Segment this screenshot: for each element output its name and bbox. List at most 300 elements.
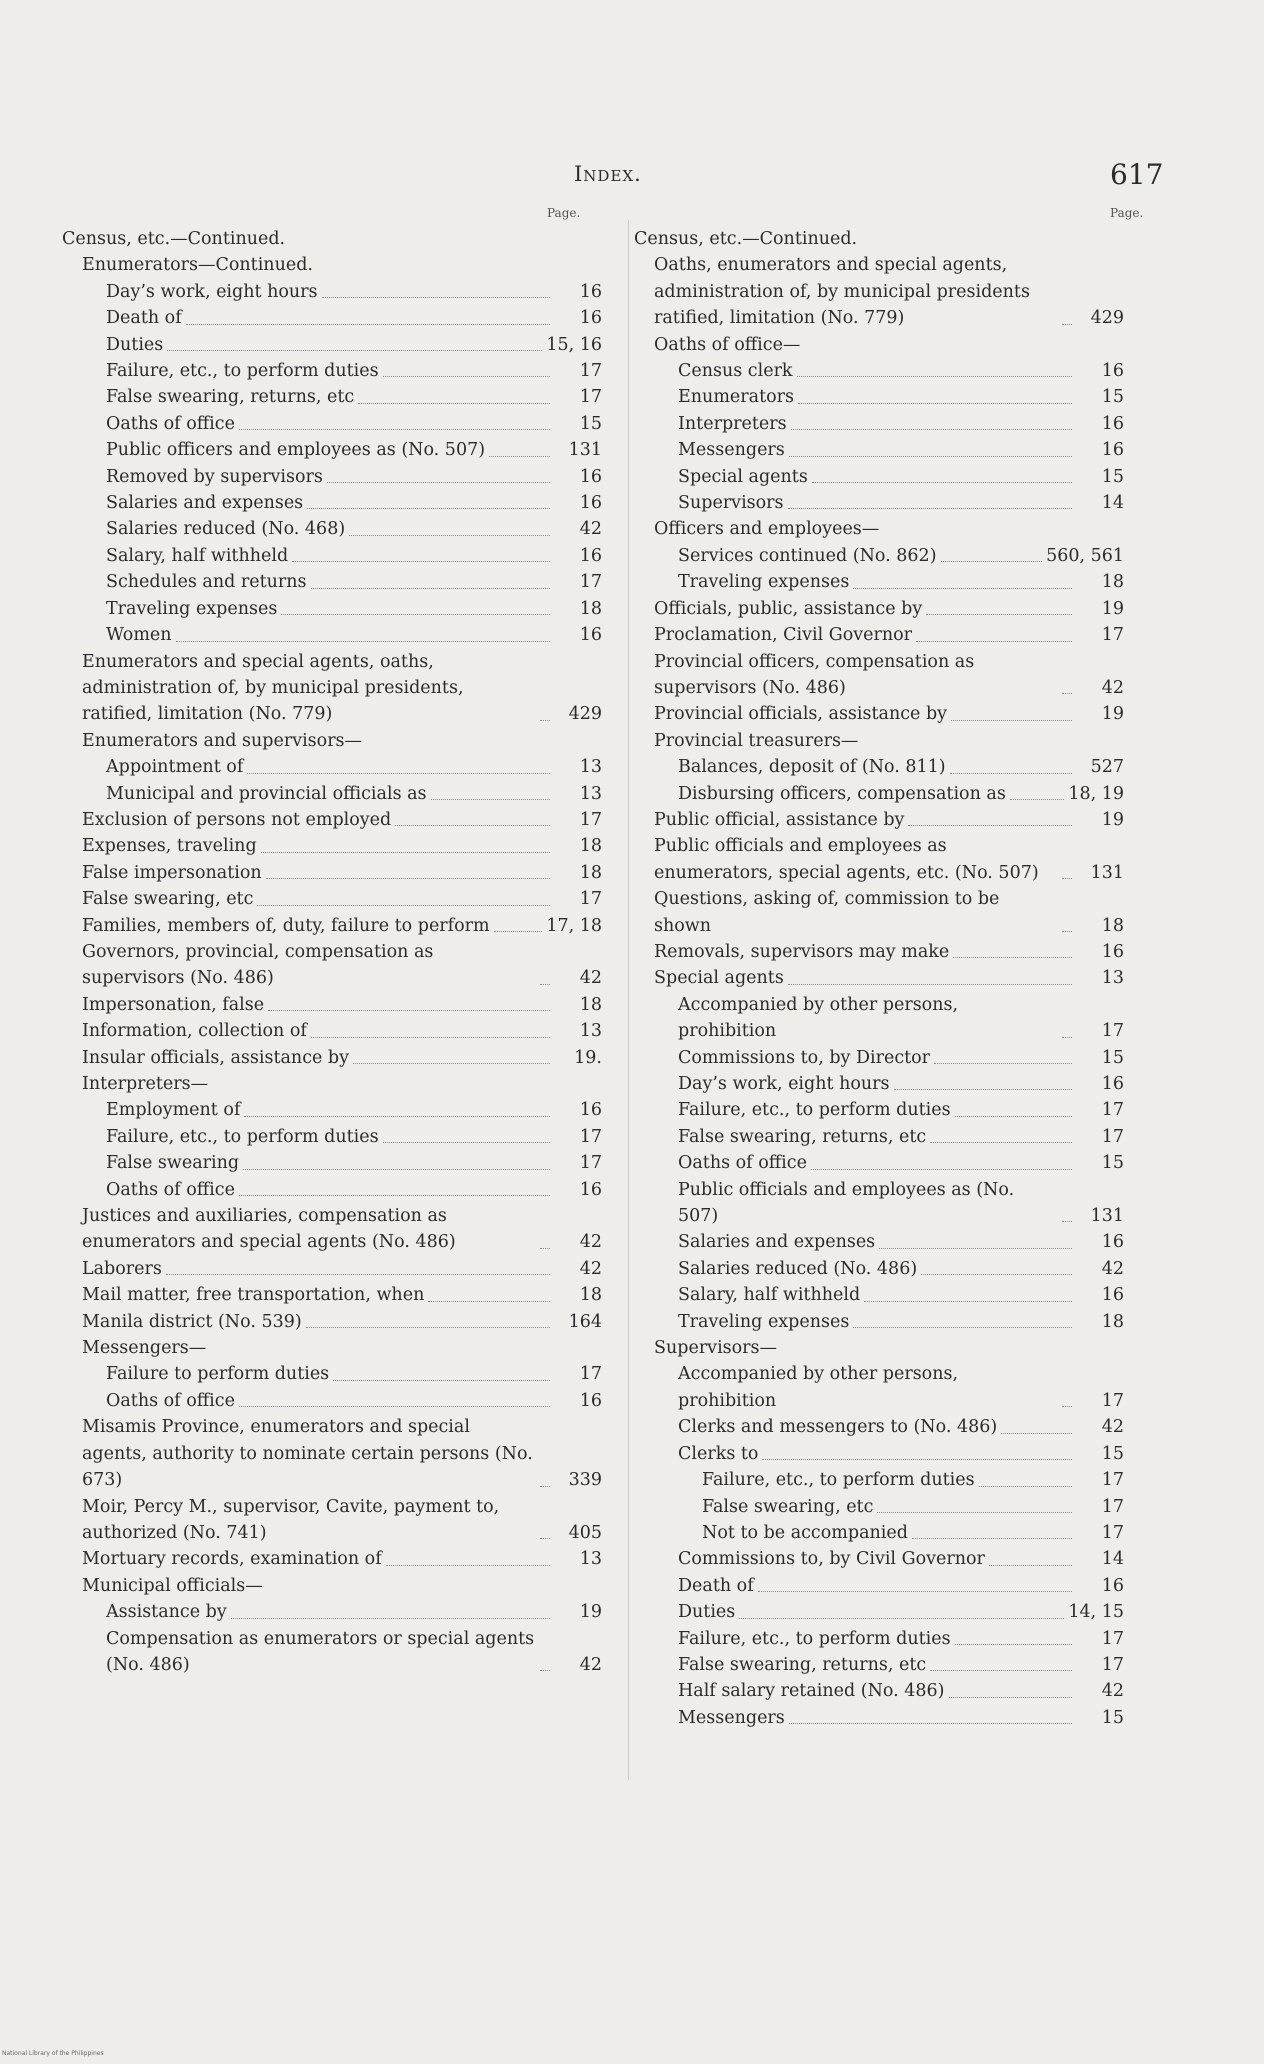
- index-entry: [62, 860, 602, 886]
- dot-leader: [758, 1591, 1072, 1592]
- index-entry-page: 17: [1101, 1628, 1124, 1649]
- index-entry-label: Manila district (No. 539): [82, 1311, 302, 1332]
- index-entry-label: Duties: [678, 1602, 736, 1623]
- dot-leader: [292, 561, 550, 562]
- index-entry-page: 18: [579, 598, 602, 619]
- index-entry-page: 16: [579, 466, 602, 487]
- index-entry-label: Salaries reduced (No. 468): [106, 519, 346, 540]
- dot-leader: [989, 1565, 1072, 1566]
- index-entry-label: Moir, Percy M., supervisor, Cavite, payment to, authorized (No. 741): [82, 1496, 500, 1543]
- index-entry: [62, 384, 602, 410]
- dot-leader: [239, 1406, 550, 1407]
- index-entry-page: 15, 16: [546, 334, 602, 355]
- index-entry-label: Oaths of office—: [654, 334, 801, 355]
- dot-leader: [349, 535, 550, 536]
- index-entry-label: Duties: [106, 334, 164, 355]
- dot-leader: [383, 1142, 550, 1143]
- index-entry-label: Impersonation, false: [82, 994, 265, 1015]
- index-entry-page: 17: [1101, 1021, 1124, 1042]
- dot-leader: [812, 482, 1072, 483]
- dot-leader: [257, 905, 550, 906]
- index-entry-page: 42: [579, 519, 602, 540]
- dot-leader: [243, 1169, 550, 1170]
- index-entry-page: 18: [579, 994, 602, 1015]
- index-entry-page: 42: [1101, 1417, 1124, 1438]
- index-entry-label: Public officials and employees as (No. 507): [678, 1179, 1015, 1227]
- index-entry-label: Enumerators and supervisors—: [82, 730, 363, 751]
- dot-leader: [912, 1538, 1072, 1539]
- index-entry: [634, 226, 1124, 252]
- index-entry-page: 164: [568, 1311, 602, 1332]
- index-entry: [634, 886, 1124, 939]
- dot-leader: [239, 429, 550, 430]
- index-entry: [62, 1414, 602, 1493]
- index-entry: [62, 279, 602, 305]
- index-entry-label: Provincial officers, compensation as supervisors (No. 486): [654, 651, 975, 698]
- index-entry: [634, 1441, 1124, 1467]
- index-entry: [62, 1599, 602, 1625]
- index-entry-label: Appointment of: [106, 757, 244, 778]
- index-entry-page: 17: [579, 809, 602, 830]
- index-entry: [62, 1573, 602, 1599]
- index-entry-label: Special agents: [678, 466, 808, 487]
- index-entry: [634, 1335, 1124, 1361]
- index-entry: [634, 543, 1124, 569]
- index-entry-label: Municipal officials—: [82, 1575, 263, 1596]
- dot-leader: [540, 1486, 550, 1487]
- index-entry-label: Officers and employees—: [654, 519, 880, 540]
- index-entry-page: 17: [1101, 1100, 1124, 1121]
- dot-leader: [739, 1618, 1064, 1619]
- dot-leader: [926, 614, 1072, 615]
- index-entry-page: 560, 561: [1046, 545, 1124, 566]
- dot-leader: [358, 403, 550, 404]
- index-entry-label: Salaries and expenses: [678, 1232, 876, 1253]
- index-entry-label: Schedules and returns: [106, 572, 307, 593]
- index-entry-page: 16: [1101, 1074, 1124, 1094]
- index-entry: [62, 992, 602, 1018]
- index-entry-page: 15: [1101, 1707, 1124, 1728]
- page-title: Index.: [574, 162, 642, 186]
- index-entry-label: Provincial officials, assistance by: [654, 704, 948, 725]
- index-entry-label: Traveling expenses: [678, 572, 850, 593]
- dot-leader: [1062, 324, 1072, 325]
- index-entry-label: Salary, half withheld: [106, 545, 289, 566]
- dot-leader: [791, 429, 1072, 430]
- index-entry: [62, 1177, 602, 1203]
- column-divider: [628, 220, 629, 1780]
- index-entry-label: Traveling expenses: [106, 598, 278, 619]
- index-entry: [634, 1309, 1124, 1335]
- index-entry-page: 16: [579, 308, 602, 329]
- index-entry: [62, 332, 602, 358]
- index-entry-label: Death of: [106, 308, 182, 329]
- index-entry-label: Messengers: [678, 1707, 785, 1728]
- index-entry-page: 18: [1101, 572, 1124, 593]
- index-entry-page: 15: [1101, 466, 1124, 487]
- index-entry-label: Day’s work, eight hours: [106, 281, 318, 302]
- index-entry-label: False swearing, returns, etc: [678, 1126, 927, 1147]
- index-entry: [634, 1546, 1124, 1572]
- index-entry: [62, 411, 602, 437]
- index-entry: [634, 516, 1124, 542]
- dot-leader: [540, 720, 550, 721]
- index-entry: [62, 649, 602, 728]
- index-entry: [634, 649, 1124, 702]
- index-entry-page: 42: [1101, 1681, 1124, 1702]
- index-entry: [634, 1626, 1124, 1652]
- dot-leader: [955, 1116, 1072, 1117]
- index-entry: [634, 332, 1124, 358]
- dot-leader: [494, 931, 543, 932]
- index-entry: [634, 411, 1124, 437]
- index-entry-label: Mortuary records, examination of: [82, 1549, 382, 1570]
- index-entry-page: 19: [1101, 704, 1124, 725]
- index-entry-page: 14: [1101, 493, 1124, 514]
- index-entry-label: Enumerators—Continued.: [82, 255, 313, 276]
- dot-leader: [333, 1380, 550, 1381]
- index-entry-label: Oaths, enumerators and special agents, administration of, by municipal presidents ratified, limitation (No. 779): [654, 255, 1030, 329]
- dot-leader: [949, 1697, 1073, 1698]
- index-entry-page: 17: [579, 361, 602, 382]
- index-entry-label: Census, etc.—Continued.: [634, 229, 858, 249]
- index-entry-label: Families, members of, duty, failure to perform: [82, 915, 490, 936]
- page-column-label: Page.: [547, 206, 581, 220]
- dot-leader: [489, 456, 550, 457]
- index-entry: [634, 807, 1124, 833]
- index-entry: [634, 252, 1124, 331]
- dot-leader: [1062, 693, 1072, 694]
- dot-leader: [789, 456, 1072, 457]
- dot-leader: [950, 773, 1072, 774]
- index-entry-page: 16: [1101, 440, 1124, 461]
- dot-leader: [877, 1512, 1072, 1513]
- index-entry: [62, 543, 602, 569]
- dot-leader: [307, 508, 550, 509]
- index-entry-label: Questions, asking of, commission to be shown: [654, 889, 1000, 936]
- index-entry-page: 17: [579, 889, 602, 910]
- index-entry-page: 17: [579, 1126, 602, 1147]
- index-entry: [62, 833, 602, 859]
- dot-leader: [979, 1486, 1072, 1487]
- index-entry-page: 42: [579, 1654, 602, 1675]
- dot-leader: [327, 482, 550, 483]
- dot-leader: [266, 878, 550, 879]
- index-entry: [62, 226, 602, 252]
- index-entry-label: Failure, etc., to perform duties: [106, 1126, 379, 1147]
- index-entry-label: Messengers: [678, 440, 785, 461]
- index-entry-label: False swearing, etc: [702, 1496, 874, 1517]
- index-entry-label: Enumerators: [678, 387, 794, 408]
- index-entry: [634, 965, 1124, 991]
- index-entry-label: Death of: [678, 1575, 754, 1596]
- dot-leader: [395, 825, 550, 826]
- index-entry: [634, 1494, 1124, 1520]
- dot-leader: [540, 1248, 550, 1249]
- library-footer-note: National Library of the Philippines: [2, 2050, 104, 2057]
- dot-leader: [431, 799, 550, 800]
- index-entry: [62, 781, 602, 807]
- index-entry-label: Supervisors—: [654, 1338, 778, 1359]
- index-entry-page: 17: [1101, 1522, 1124, 1543]
- index-entry-page: 13: [1101, 968, 1124, 989]
- index-entry-label: Governors, provincial, compensation as supervisors (No. 486): [82, 941, 434, 989]
- index-entry-page: 15: [1101, 1047, 1124, 1068]
- index-entry: [634, 701, 1124, 727]
- index-entry: [62, 886, 602, 912]
- dot-leader: [268, 1010, 550, 1011]
- dot-leader: [1001, 1433, 1072, 1434]
- index-entry-page: 15: [1101, 387, 1124, 408]
- index-entry-page: 42: [1101, 677, 1124, 698]
- index-entry-label: Interpreters: [678, 413, 787, 434]
- index-entry-label: Half salary retained (No. 486): [678, 1681, 945, 1702]
- index-entry-page: 18: [1101, 1311, 1124, 1332]
- index-entry-label: Employment of: [106, 1100, 241, 1121]
- index-entry-page: 17: [1101, 1496, 1124, 1517]
- index-entry-label: Census, etc.—Continued.: [62, 229, 286, 249]
- index-entry-label: Public officials and employees as enumerators, special agents, etc. (No. 507): [654, 836, 1039, 883]
- index-entry: [634, 622, 1124, 648]
- dot-leader: [244, 1116, 550, 1117]
- index-entry-label: Mail matter, free transportation, when: [82, 1285, 425, 1306]
- index-entry: [62, 1256, 602, 1282]
- index-entry-label: Insular officials, assistance by: [82, 1047, 350, 1068]
- index-entry: [62, 305, 602, 331]
- page-number: 617: [1110, 158, 1164, 191]
- index-entry-label: Misamis Province, enumerators and special agents, authority to nominate certain persons (No. 673): [82, 1417, 533, 1491]
- index-entry-label: Failure, etc., to perform duties: [106, 361, 379, 382]
- index-entry-page: 18, 19: [1068, 783, 1124, 804]
- index-entry-label: Officials, public, assistance by: [654, 598, 923, 619]
- index-entry-page: 15: [579, 413, 602, 434]
- index-entry: [634, 1229, 1124, 1255]
- index-entry-label: Census clerk: [678, 361, 793, 382]
- dot-leader: [306, 1327, 550, 1328]
- index-entry-page: 17: [579, 1364, 602, 1385]
- index-entry: [634, 1414, 1124, 1440]
- index-entry: [62, 939, 602, 992]
- index-entry: [62, 596, 602, 622]
- index-entry: [634, 728, 1124, 754]
- index-entry-page: 19.: [574, 1047, 602, 1068]
- index-entry-label: Accompanied by other persons, prohibition: [678, 1364, 959, 1411]
- index-entry: [634, 596, 1124, 622]
- index-entry: [634, 1150, 1124, 1176]
- index-entry-page: 17: [1101, 1126, 1124, 1147]
- index-entry-label: Public officers and employees as (No. 507): [106, 440, 486, 461]
- dot-leader: [789, 1723, 1072, 1724]
- index-entry-page: 131: [568, 440, 602, 461]
- dot-leader: [1062, 1037, 1072, 1038]
- index-entry-label: Public official, assistance by: [654, 809, 905, 830]
- dot-leader: [797, 376, 1072, 377]
- dot-leader: [1062, 1221, 1072, 1222]
- index-entry-label: Accompanied by other persons, prohibition: [678, 994, 959, 1042]
- index-entry: [62, 1546, 602, 1572]
- index-entry: [634, 1177, 1124, 1230]
- index-entry: [62, 913, 602, 939]
- dot-leader: [1062, 1406, 1072, 1407]
- index-entry-page: 42: [579, 1232, 602, 1253]
- dot-leader: [864, 1301, 1072, 1302]
- dot-leader: [540, 984, 550, 985]
- dot-leader: [186, 324, 550, 325]
- index-entry-label: Oaths of office: [106, 1390, 235, 1411]
- index-entry-label: Failure, etc., to perform duties: [678, 1100, 951, 1121]
- index-entry-page: 19: [1101, 809, 1124, 830]
- index-entry-page: 16: [1101, 1232, 1124, 1253]
- index-entry-page: 16: [579, 281, 602, 302]
- index-entry-label: Not to be accompanied: [702, 1522, 908, 1543]
- index-entry-page: 42: [1101, 1258, 1124, 1279]
- index-entry-page: 15: [1101, 1443, 1124, 1464]
- index-entry: [62, 1361, 602, 1387]
- index-entry-label: Municipal and provincial officials as: [106, 783, 427, 804]
- index-entry: [62, 1124, 602, 1150]
- index-entry-label: Removals, supervisors may make: [654, 941, 950, 962]
- index-entry-page: 17: [579, 387, 602, 408]
- index-entry: [634, 358, 1124, 384]
- dot-leader: [916, 641, 1072, 642]
- index-entry-page: 13: [579, 1549, 602, 1570]
- index-entry: [634, 437, 1124, 463]
- index-entry-page: 14: [1101, 1549, 1124, 1570]
- dot-leader: [798, 403, 1072, 404]
- dot-leader: [811, 1169, 1072, 1170]
- index-entry-page: 15: [1101, 1153, 1124, 1174]
- index-entry-label: Special agents: [654, 968, 784, 989]
- index-entry-page: 16: [579, 1390, 602, 1411]
- index-entry-page: 18: [579, 1285, 602, 1306]
- index-entry: [62, 1388, 602, 1414]
- index-entry-page: 16: [1101, 941, 1124, 962]
- index-entry-label: Day’s work, eight hours: [678, 1074, 890, 1094]
- index-entry-page: 18: [579, 862, 602, 883]
- dot-leader: [762, 1459, 1072, 1460]
- index-entry: [62, 437, 602, 463]
- dot-leader: [788, 508, 1072, 509]
- index-entry-label: Clerks and messengers to (No. 486): [678, 1417, 998, 1438]
- index-entry: [634, 1071, 1124, 1097]
- index-entry: [634, 1678, 1124, 1704]
- index-entry-page: 131: [1090, 862, 1124, 883]
- index-entry: [634, 1599, 1124, 1625]
- index-entry: [634, 754, 1124, 780]
- index-entry-label: False swearing: [106, 1153, 240, 1174]
- index-entry-label: Disbursing officers, compensation as: [678, 783, 1006, 804]
- index-entry: [62, 252, 602, 278]
- index-entry-label: Clerks to: [678, 1443, 759, 1464]
- index-entry: [62, 622, 602, 648]
- index-entry: [634, 1705, 1124, 1731]
- index-entry-label: Enumerators and special agents, oaths, administration of, by municipal presidents, ratified, limitation (No. 779): [82, 651, 464, 725]
- dot-leader: [934, 1063, 1072, 1064]
- index-entry-label: Balances, deposit of (No. 811): [678, 757, 946, 778]
- index-entry: [62, 1150, 602, 1176]
- index-entry: [62, 358, 602, 384]
- index-entry-page: 19: [579, 1602, 602, 1623]
- index-entry-page: 18: [579, 836, 602, 857]
- index-entry: [634, 1097, 1124, 1123]
- index-entry-label: False swearing, etc: [82, 889, 254, 910]
- index-entry-page: 17: [1101, 625, 1124, 646]
- index-entry-label: Messengers—: [82, 1338, 207, 1359]
- dot-leader: [166, 1274, 550, 1275]
- dot-leader: [247, 773, 550, 774]
- index-entry: [62, 1097, 602, 1123]
- index-entry: [62, 1045, 602, 1071]
- dot-leader: [167, 350, 542, 351]
- index-entry-label: Failure, etc., to perform duties: [678, 1628, 951, 1649]
- dot-leader: [311, 588, 551, 589]
- index-entry: [62, 754, 602, 780]
- index-entry: [62, 807, 602, 833]
- index-entry: [62, 728, 602, 754]
- index-entry-label: Compensation as enumerators or special agents (No. 486): [106, 1628, 535, 1675]
- index-entry-page: 17: [579, 572, 602, 593]
- dot-leader: [540, 1670, 550, 1671]
- index-entry-page: 19: [1101, 598, 1124, 619]
- index-entry-label: Expenses, traveling: [82, 836, 257, 857]
- index-entry-page: 17, 18: [546, 915, 602, 936]
- index-entry-label: False swearing, returns, etc: [678, 1654, 927, 1675]
- index-entry-label: Assistance by: [106, 1602, 227, 1623]
- dot-leader: [176, 641, 550, 642]
- index-entry-label: Laborers: [82, 1258, 162, 1279]
- dot-leader: [941, 561, 1043, 562]
- index-entry-page: 429: [1090, 308, 1124, 329]
- index-entry-label: Supervisors: [678, 493, 784, 514]
- index-entry: [634, 384, 1124, 410]
- dot-leader: [853, 1327, 1072, 1328]
- dot-leader: [908, 825, 1072, 826]
- index-entry: [634, 1256, 1124, 1282]
- dot-leader: [386, 1565, 550, 1566]
- dot-leader: [231, 1618, 550, 1619]
- dot-leader: [1010, 799, 1064, 800]
- index-column-left: [62, 206, 602, 1678]
- dot-leader: [921, 1274, 1072, 1275]
- dot-leader: [1062, 931, 1072, 932]
- index-entry-page: 16: [579, 1179, 602, 1200]
- index-entry-label: Justices and auxiliaries, compensation as enumerators and special agents (No. 486): [82, 1206, 456, 1253]
- index-entry-label: Salaries reduced (No. 486): [678, 1258, 918, 1279]
- index-entry-label: Removed by supervisors: [106, 466, 323, 487]
- dot-leader: [853, 588, 1072, 589]
- dot-leader: [930, 1670, 1072, 1671]
- dot-leader: [261, 852, 550, 853]
- index-entry: [634, 992, 1124, 1045]
- index-entry-label: Failure, etc., to perform duties: [702, 1470, 975, 1491]
- dot-leader: [322, 297, 550, 298]
- index-entry: [634, 939, 1124, 965]
- index-entry-page: 16: [1101, 1575, 1124, 1596]
- index-entry-page: 17: [1101, 1390, 1124, 1411]
- index-entry-label: Oaths of office: [106, 413, 235, 434]
- dot-leader: [951, 720, 1072, 721]
- index-entry-page: 18: [1101, 915, 1124, 936]
- running-head: [0, 150, 1264, 190]
- index-entry-page: 17: [1101, 1654, 1124, 1675]
- dot-leader: [894, 1089, 1072, 1090]
- index-entry-label: Interpreters—: [82, 1074, 209, 1094]
- index-entry: [634, 464, 1124, 490]
- index-entry-page: 13: [579, 783, 602, 804]
- index-entry: [62, 516, 602, 542]
- dot-leader: [281, 614, 550, 615]
- index-entry-label: Commissions to, by Civil Governor: [678, 1549, 985, 1570]
